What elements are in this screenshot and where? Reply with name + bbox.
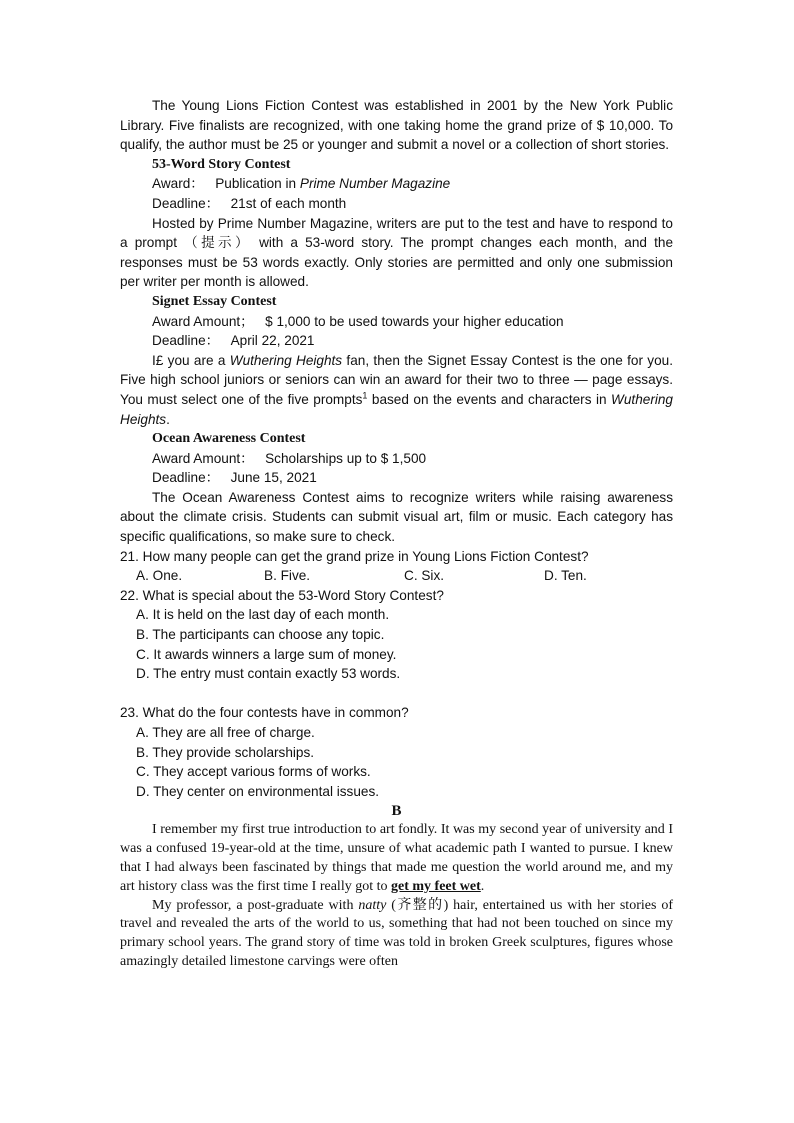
option-c: C. Six.: [404, 568, 445, 584]
option-c: C. It awards winners a large sum of money.: [136, 646, 397, 662]
italic-word: natty: [358, 897, 387, 913]
section-b-label: B: [391, 803, 402, 820]
deadline-value: April 22, 2021: [230, 333, 315, 349]
spacer: [120, 684, 673, 704]
word53-paragraph: Hosted by Prime Number Magazine, writers are put to the test and have to respond to a prompt （提示） with a 53-word story. The prompt changes each month, and the responses must be 53 words exactly. Only stories are permitted and only one submission per writer per month is allowed.: [120, 215, 673, 290]
ocean-heading: Ocean Awareness Contest: [152, 431, 306, 447]
option-d: D. Ten.: [544, 568, 587, 584]
signet-paragraph: [120, 351, 673, 429]
question-22: 22. What is special about the 53-Word Story Contest?: [120, 587, 444, 603]
award-value: $ 1,000 to be used towards your higher education: [265, 313, 564, 329]
word53-award: [120, 174, 673, 194]
award-label: Award Amount；: [152, 313, 254, 329]
award-label: Award：: [152, 176, 204, 192]
ocean-award: [120, 449, 673, 469]
text-run: .: [166, 411, 170, 427]
option-d: D. They center on environmental issues.: [136, 783, 380, 799]
text-run: .: [480, 878, 485, 894]
award-value: Scholarships up to $ 1,500: [265, 450, 427, 466]
deadline-label: Deadline：: [152, 195, 220, 211]
option-a: A. One.: [136, 568, 183, 584]
option-b: B. Five.: [264, 568, 311, 584]
young-lions-paragraph: The Young Lions Fiction Contest was established in 2001 by the New York Public Library. Five finalists are recognized, with one taking home the grand prize of $ 10,000. To qualify, the author must be 25 or younger and submit a novel or a collection of short stories.: [120, 98, 673, 153]
document-page: [120, 96, 673, 972]
question-21-options: [120, 566, 673, 586]
option-a: A. It is held on the last day of each month.: [136, 607, 390, 623]
text-run: My professor, a post-graduate with: [152, 897, 359, 913]
story-paragraph-2: [120, 897, 673, 972]
text-run: I remember my first true introduction to art fondly. It was my second year of university and I was a confused 19-year-old at the time, unsure of what academic path I wanted to pursue. I knew that I had always been fascinated by things that made me question the world around me, and my art history class was the first time I really got to: [120, 822, 673, 894]
signet-deadline: [120, 331, 673, 351]
book-title: Wuthering Heights: [120, 391, 673, 427]
text-run: (齐整的) hair, entertained us with her stories of travel and revealed the arts of the world to us, something that had not been touched on since my primary school years. The grand story of time was told in broken Greek sculptures, figures whose amazingly detailed limestone carvings were often: [120, 897, 673, 969]
option-b: B. They provide scholarships.: [136, 744, 315, 760]
book-title: Wuthering Heights: [229, 352, 343, 368]
deadline-label: Deadline：: [152, 470, 220, 486]
magazine-title: Prime Number Magazine: [299, 176, 451, 192]
text-run: I£ you are a: [152, 352, 230, 368]
text-run: based on the events and characters in: [367, 391, 612, 407]
word53-deadline: [120, 194, 673, 214]
award-text: Publication in: [215, 176, 300, 192]
footnote-marker: 1: [362, 390, 368, 401]
deadline-value: 21st of each month: [230, 195, 347, 211]
underlined-phrase: get my feet wet: [391, 878, 481, 894]
ocean-deadline: [120, 468, 673, 488]
signet-award: [120, 312, 673, 332]
deadline-label: Deadline：: [152, 333, 220, 349]
story-paragraph-1: [120, 821, 673, 896]
ocean-paragraph: The Ocean Awareness Contest aims to recognize writers while raising awareness about the climate crisis. Students can submit visual art, film or music. Each category has specific qualifications, so make sure to check.: [120, 489, 673, 545]
award-label: Award Amount：: [152, 450, 254, 466]
text-run: fan, then the Signet Essay Contest is the one for you. Five high school juniors or seniors can win an award for their two to three — page essays. You must select one of the five prompts: [120, 352, 673, 407]
deadline-value: June 15, 2021: [230, 470, 317, 486]
question-23: 23. What do the four contests have in common?: [120, 705, 409, 721]
option-d: D. The entry must contain exactly 53 words.: [136, 666, 401, 682]
signet-heading: Signet Essay Contest: [152, 293, 277, 309]
question-21: 21. How many people can get the grand prize in Young Lions Fiction Contest?: [120, 548, 589, 564]
option-b: B. The participants can choose any topic.: [136, 627, 385, 643]
option-a: A. They are all free of charge.: [136, 725, 315, 740]
word53-heading: 53-Word Story Contest: [152, 156, 291, 172]
option-c: C. They accept various forms of works.: [136, 764, 371, 780]
